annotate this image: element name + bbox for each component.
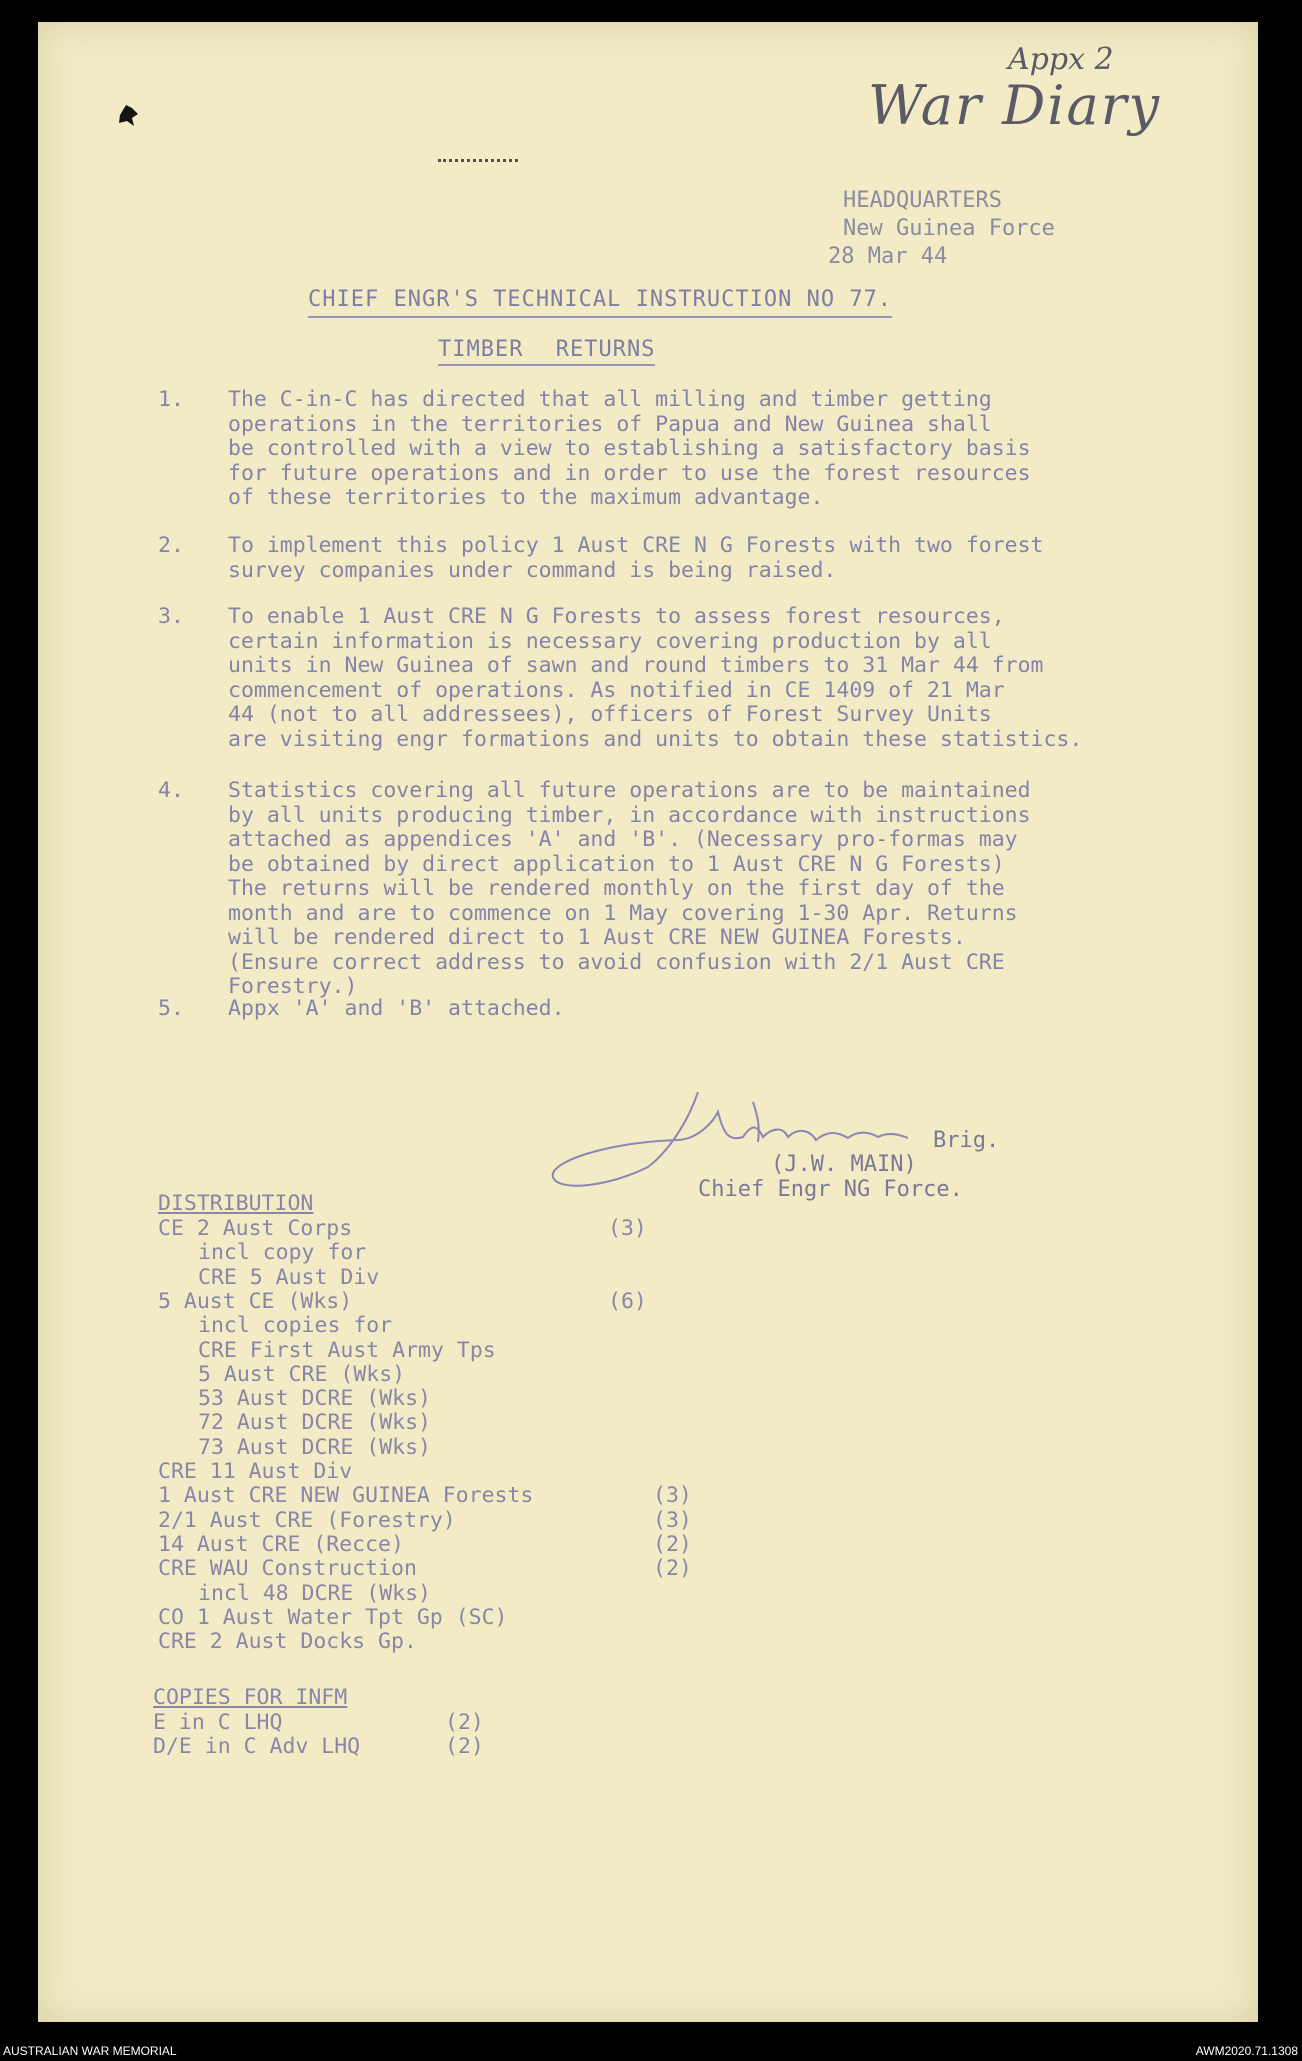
distribution-count: (6) [608,1288,647,1314]
distribution-item: CO 1 Aust Water Tpt Gp (SC) [158,1604,508,1630]
distribution-item: CRE First Aust Army Tps [198,1337,496,1363]
distribution-item: CE 2 Aust Corps [158,1216,353,1241]
distribution-item: 5 Aust CRE (Wks) [198,1361,406,1387]
distribution-item: CRE WAU Construction [158,1556,417,1582]
document-subtitle: TIMBER RETURNS [438,337,655,366]
distribution-item: incl 48 DCRE (Wks) [198,1580,431,1606]
stamp-force: New Guinea Force [843,216,1055,241]
punch-hole-icon [116,102,142,128]
copies-item: E in C LHQ [153,1710,283,1735]
signature-name: (J.W. MAIN) [771,1152,917,1177]
distribution-item: 53 Aust DCRE (Wks) [198,1386,431,1412]
document-title: CHIEF ENGR'S TECHNICAL INSTRUCTION NO 77. [308,287,892,318]
distribution-item: CRE 2 Aust Docks Gp. [158,1629,417,1655]
signature-position: Chief Engr NG Force. [698,1177,963,1202]
copies-heading: COPIES FOR INFM [153,1685,348,1710]
paragraph-text: Statistics covering all future operations are to be maintained by all units producing timber, in accordance with instructions attached as appendices 'A' and 'B'. (Necessary pro-formas may be obtained by direct application to 1 Aust CRE N G Forests) The returns will be rendered monthly on the first day of the month and are to commence on 1 May covering 1-30 Apr. Returns will be rendered direct to 1 Aust CRE NEW GUINEA Forests. (Ensure correct address to avoid confusion with 2/1 Aust CRE Forestry.) [228,778,1031,999]
distribution-item: 14 Aust CRE (Recce) [158,1531,404,1557]
stamp-headquarters: HEADQUARTERS [843,188,1002,213]
distribution-item: CRE 5 Aust Div [198,1264,380,1290]
distribution-count: (2) [653,1531,692,1557]
distribution-count: (2) [653,1556,692,1582]
distribution-heading: DISTRIBUTION [158,1191,314,1216]
distribution-item: CRE 11 Aust Div [158,1459,353,1484]
paragraph-text: The C-in-C has directed that all milling and timber getting operations in the territories of Papua and New Guinea shall be controlled with a view to establishing a satisfactory basis for future operations and in order to use the forest resources of these territories to the maximum advantage. [228,387,1031,510]
stamp-date: 28 Mar 44 [828,244,948,269]
staple-mark [438,159,518,166]
distribution-count: (3) [608,1216,647,1241]
handwritten-war-diary-note: War Diary [868,74,1162,137]
document-page [38,22,1258,2022]
distribution-item: incl copies for [198,1313,393,1339]
distribution-count: (3) [653,1483,692,1509]
paragraph-number: 3. [158,604,184,629]
signature-rank: Brig. [933,1128,1000,1153]
paragraph-number: 4. [158,778,184,803]
distribution-item: 1 Aust CRE NEW GUINEA Forests [158,1483,534,1509]
paragraph-number: 2. [158,533,184,558]
paragraph-text: To implement this policy 1 Aust CRE N G Forests with two forest survey companies under command is being raised. [228,533,1044,583]
distribution-item: 2/1 Aust CRE (Forestry) [158,1507,456,1533]
footer-reference: AWM2020.71.1308 [1195,2044,1298,2058]
distribution-item: 72 Aust DCRE (Wks) [198,1410,431,1436]
copies-count: (2) [445,1734,484,1759]
distribution-item: incl copy for [198,1240,367,1266]
handwritten-appx-note: Appx 2 [1008,42,1114,77]
distribution-item: 5 Aust CE (Wks) [158,1288,353,1314]
paragraph-text: Appx 'A' and 'B' attached. [228,996,565,1021]
paragraph-text: To enable 1 Aust CRE N G Forests to assess forest resources, certain information is necessary covering production by all units in New Guinea of sawn and round timbers to 31 Mar 44 from commencement of operations. As notified in CE 1409 of 21 Mar 44 (not to all addressees), officers of Forest Survey Units are visiting engr formations and units to obtain these statistics. [228,604,1083,752]
footer-institution: AUSTRALIAN WAR MEMORIAL [3,2044,177,2058]
paragraph-number: 5. [158,996,184,1021]
distribution-item: 73 Aust DCRE (Wks) [198,1434,431,1460]
distribution-count: (3) [653,1507,692,1533]
copies-item: D/E in C Adv LHQ [153,1734,361,1759]
paragraph-number: 1. [158,387,184,412]
copies-count: (2) [445,1710,484,1735]
